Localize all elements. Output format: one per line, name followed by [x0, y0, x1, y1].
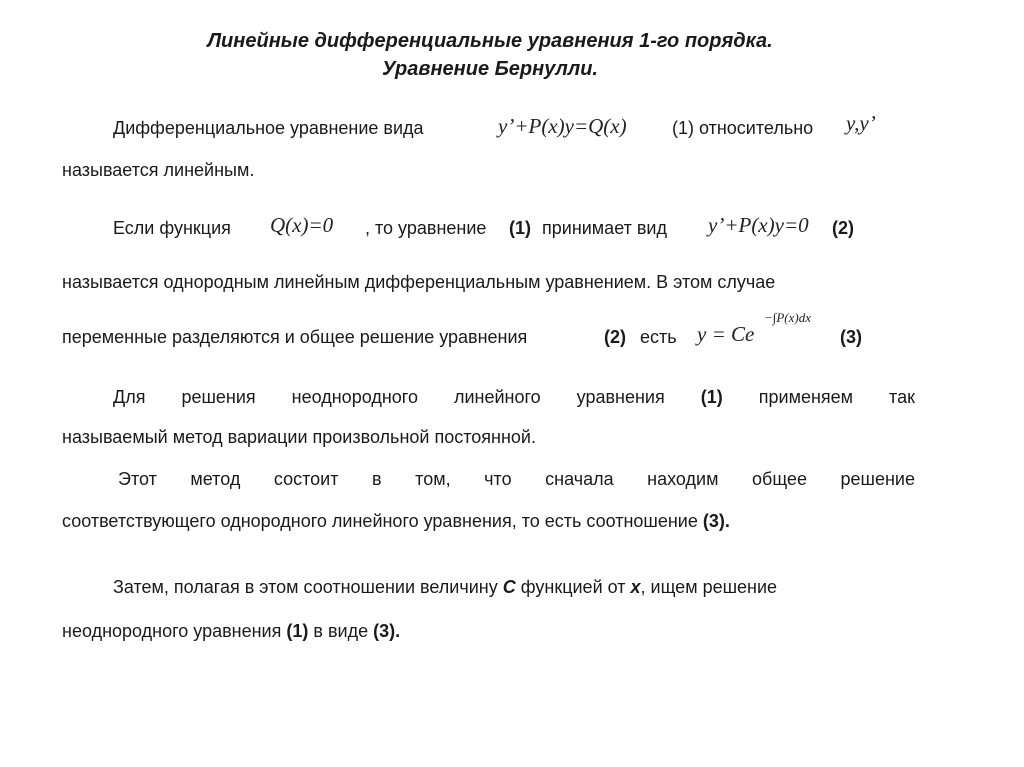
- p2-ref-3: (3): [840, 327, 862, 347]
- p1-text-a: Дифференциальное уравнение вида: [113, 118, 424, 138]
- p3-line-1: [113, 387, 915, 408]
- p2-text-b: , то уравнение: [365, 218, 487, 238]
- p5-line-1b: функцией от: [520, 577, 626, 597]
- p4-line-2a: соответствующего однородного линейного уравнения, то есть соотношение: [62, 511, 698, 531]
- title-line-1: Линейные дифференциальные уравнения 1-го порядка.: [207, 30, 773, 52]
- p4-line-2: [62, 511, 730, 532]
- condition-q-zero: Q(x)=0: [270, 213, 334, 237]
- p1-line-2: называется линейным.: [62, 160, 255, 180]
- p2-text-c: принимает вид: [542, 218, 667, 238]
- p3-ref-1: (1): [700, 387, 723, 407]
- p5-var-x: х: [630, 577, 641, 597]
- p3-line-1b: применяем так: [758, 387, 915, 407]
- p1-text-b: (1) относительно: [672, 118, 814, 138]
- p2-text-a: Если функция: [113, 218, 231, 238]
- p5-line-2b: в виде: [313, 621, 369, 641]
- p4-line-1: Этот метод состоит в том, что сначала находим общее решение: [118, 469, 915, 489]
- solution-formula: y = Ce: [697, 322, 755, 346]
- solution-exponent: −∫P(x)dx: [764, 310, 811, 325]
- p2-line-3a: переменные разделяются и общее решение уравнения: [62, 327, 528, 347]
- p2-ref-2: (2): [832, 218, 854, 238]
- equation-2: y’+P(x)y=0: [708, 213, 809, 237]
- p5-line-2: [62, 621, 400, 642]
- p2-line-3b: есть: [640, 327, 677, 347]
- p5-ref-3: (3).: [373, 621, 401, 641]
- p1-vars: y,y’: [846, 111, 876, 135]
- p2-line-2: называется однородным линейным дифференциальным уравнением. В этом случае: [62, 272, 776, 292]
- p3-line-1a: Для решения неоднородного линейного уравнения: [113, 387, 665, 407]
- p2-ref-1: (1): [509, 218, 531, 238]
- p5-line-1a: Затем, полагая в этом соотношении величину: [113, 577, 498, 597]
- p5-ref-1: (1): [286, 621, 309, 641]
- p2-ref-2b: (2): [604, 327, 626, 347]
- p5-line-2a: неоднородного уравнения: [62, 621, 282, 641]
- p5-line-1: [113, 577, 777, 598]
- p3-line-2: называемый метод вариации произвольной постоянной.: [62, 427, 536, 447]
- p5-line-1c: , ищем решение: [640, 577, 778, 597]
- title-line-2: Уравнение Бернулли.: [381, 58, 598, 80]
- equation-1: y’+P(x)y=Q(x): [498, 114, 627, 138]
- p4-ref-3: (3).: [702, 511, 730, 531]
- p5-var-c: С: [502, 577, 516, 597]
